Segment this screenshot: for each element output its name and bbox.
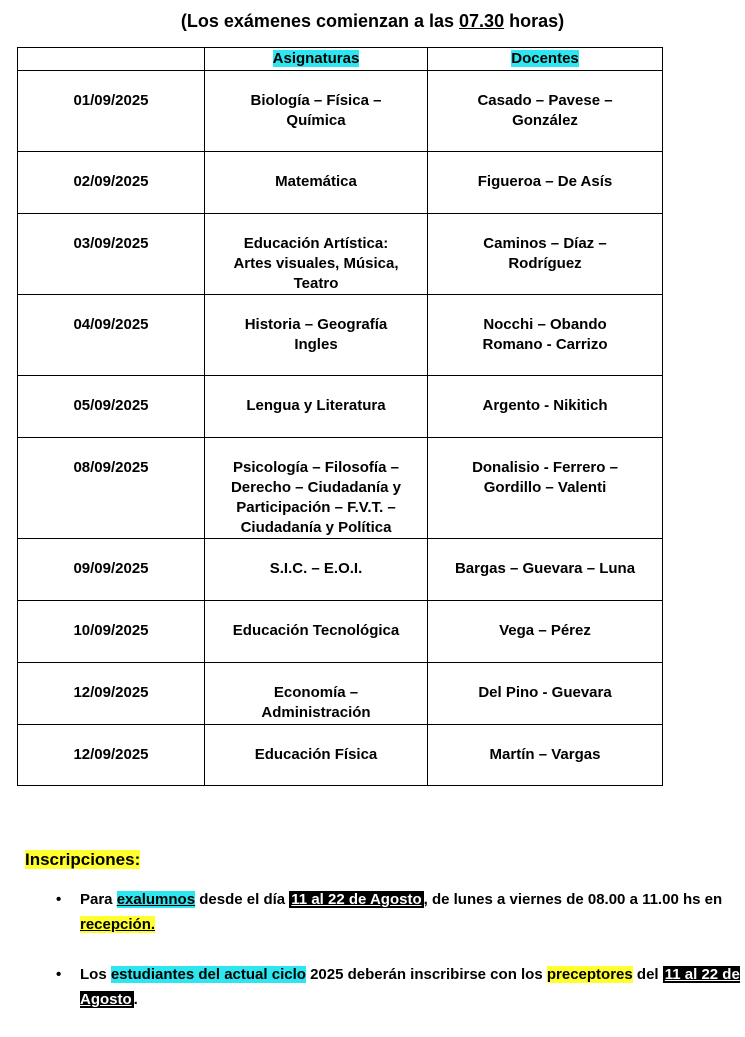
teacher-line: Rodríguez — [508, 255, 582, 272]
item1-highlight-recepcion: recepción. — [80, 916, 156, 933]
exam-date-cell: 12/09/2025 — [18, 663, 205, 725]
teachers-header-label: Docentes — [511, 50, 579, 67]
subjects-cell — [205, 295, 428, 376]
subjects-cell — [205, 539, 428, 601]
item2-text4: . — [133, 991, 138, 1008]
bullet-icon: • — [56, 891, 62, 908]
subjects-cell — [205, 663, 428, 725]
teacher-line: Casado – Pavese – — [477, 92, 613, 109]
subject-line: Participación – F.V.T. – — [236, 499, 396, 516]
exam-date-cell: 02/09/2025 — [18, 152, 205, 214]
list-item — [56, 887, 745, 937]
subjects-cell — [205, 601, 428, 663]
teacher-line: Caminos – Díaz – — [483, 235, 607, 252]
table-row — [18, 539, 663, 601]
subject-line: Historia – Geografía — [244, 316, 388, 333]
subjects-cell — [205, 214, 428, 295]
subjects-cell — [205, 376, 428, 438]
subject-line: Biología – Física – — [250, 92, 382, 109]
subjects-cell — [205, 152, 428, 214]
subjects-header-label: Asignaturas — [272, 50, 360, 67]
table-row — [18, 71, 663, 152]
exam-date-cell: 03/09/2025 — [18, 214, 205, 295]
exam-date-cell: 10/09/2025 — [18, 601, 205, 663]
table-row — [18, 725, 663, 786]
subject-line: Ciudadanía y Política — [240, 519, 392, 536]
table-row — [18, 438, 663, 539]
exam-date-cell: 12/09/2025 — [18, 725, 205, 786]
notice-time: 07.30 — [459, 11, 505, 31]
subject-line: Ingles — [294, 336, 338, 353]
subject-line: Administración — [261, 704, 371, 721]
column-header-teachers — [428, 48, 663, 71]
item2-highlight-students: estudiantes del actual ciclo — [110, 966, 306, 983]
table-row — [18, 376, 663, 438]
subject-line: Educación Física — [254, 746, 378, 763]
item2-text3: del — [632, 966, 663, 983]
subjects-cell — [205, 725, 428, 786]
subject-line: Teatro — [293, 275, 339, 292]
subjects-cell — [205, 71, 428, 152]
item2-text2: 2025 deberán inscribirse con los — [305, 966, 547, 983]
subject-line: Derecho – Ciudadanía y — [230, 479, 402, 496]
bullet-icon: • — [56, 966, 62, 983]
column-header-subjects — [205, 48, 428, 71]
notice-prefix: (Los exámenes comienzan a las — [180, 11, 460, 31]
teacher-line: González — [512, 112, 578, 129]
inscripciones-title — [25, 848, 140, 872]
exam-date-cell: 01/09/2025 — [18, 71, 205, 152]
teacher-line: Del Pino - Guevara — [478, 684, 612, 701]
item2-text1: Los — [80, 966, 111, 983]
teacher-line: Romano - Carrizo — [482, 336, 608, 353]
table-row — [18, 663, 663, 725]
teachers-cell — [428, 214, 663, 295]
teacher-line: Argento - Nikitich — [482, 397, 608, 414]
teachers-cell — [428, 663, 663, 725]
table-row — [18, 152, 663, 214]
subject-line: Lengua y Literatura — [246, 397, 386, 414]
teacher-line: Figueroa – De Asís — [477, 173, 613, 190]
teachers-cell — [428, 601, 663, 663]
exam-date-cell: 09/09/2025 — [18, 539, 205, 601]
inscripciones-list — [0, 887, 745, 1037]
exam-date-cell: 08/09/2025 — [18, 438, 205, 539]
subject-line: S.I.C. – E.O.I. — [269, 560, 363, 577]
teacher-line: Donalisio - Ferrero – — [472, 459, 618, 476]
subjects-cell — [205, 438, 428, 539]
item1-text1: Para — [80, 891, 117, 908]
item2-highlight-preceptores: preceptores — [546, 966, 633, 983]
table-row — [18, 601, 663, 663]
exam-schedule-table — [17, 47, 663, 786]
exam-date-cell: 04/09/2025 — [18, 295, 205, 376]
teacher-line: Nocchi – Obando — [483, 316, 607, 333]
exam-date-cell: 05/09/2025 — [18, 376, 205, 438]
item1-highlight-exalumnos: exalumnos — [116, 891, 196, 908]
inscripciones-title-label: Inscripciones: — [25, 850, 141, 869]
teachers-cell — [428, 152, 663, 214]
teachers-cell — [428, 376, 663, 438]
table-header-row — [18, 48, 663, 71]
notice-suffix: horas) — [504, 11, 565, 31]
teacher-line: Gordillo – Valenti — [483, 479, 607, 496]
item2-highlight-dates: 11 al 22 de Agosto — [80, 966, 740, 1008]
subject-line: Educación Tecnológica — [232, 622, 400, 639]
teacher-line: Vega – Pérez — [499, 622, 591, 639]
item1-highlight-dates: 11 al 22 de Agosto — [291, 891, 422, 908]
table-body — [18, 71, 663, 786]
teachers-cell — [428, 295, 663, 376]
subject-line: Educación Artística: — [243, 235, 389, 252]
list-item — [56, 962, 745, 1012]
subject-line: Psicología – Filosofía – — [233, 459, 399, 476]
teachers-cell — [428, 725, 663, 786]
teacher-line: Martín – Vargas — [489, 746, 601, 763]
subject-line: Matemática — [275, 173, 357, 190]
teachers-cell — [428, 71, 663, 152]
teachers-cell — [428, 438, 663, 539]
subject-line: Artes visuales, Música, — [233, 255, 399, 272]
exam-start-notice — [0, 8, 745, 34]
table-row — [18, 214, 663, 295]
teacher-line: Bargas – Guevara – Luna — [454, 560, 636, 577]
table-row — [18, 295, 663, 376]
item1-text3: , de lunes a viernes de 08.00 a 11.00 hs en — [423, 891, 723, 908]
teachers-cell — [428, 539, 663, 601]
subject-line: Química — [286, 112, 346, 129]
column-header-date — [18, 48, 205, 71]
subject-line: Economía – — [273, 684, 359, 701]
item1-text2: desde el día — [195, 891, 290, 908]
